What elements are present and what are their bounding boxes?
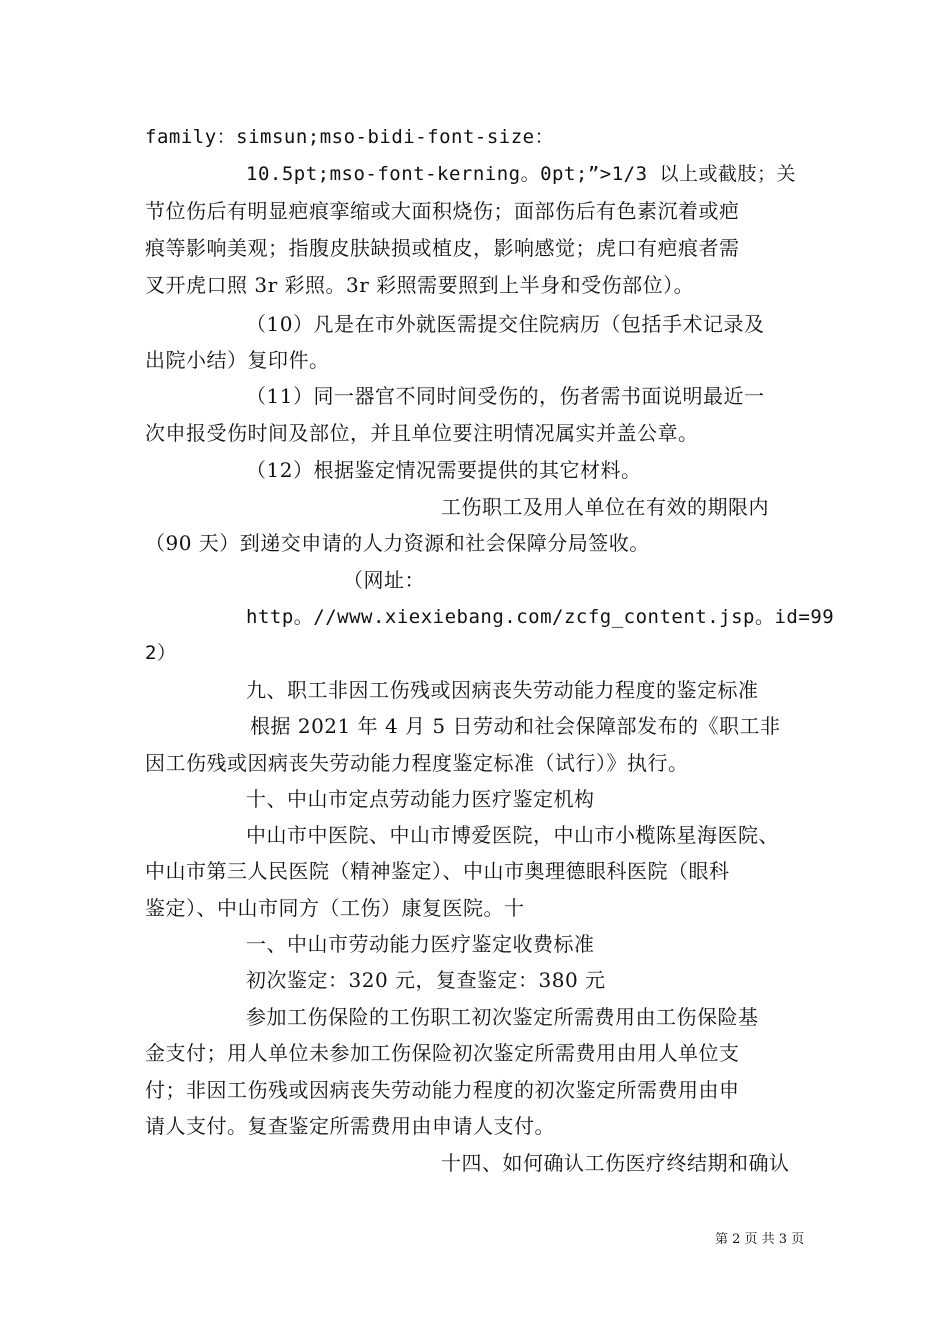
text-line-3: 节位伤后有明显疤痕挛缩或大面积烧伤；面部伤后有色素沉着或疤 xyxy=(145,199,740,223)
text-line-17: 根据 2021 年 4 月 5 日劳动和社会保障部发布的《职工非 xyxy=(250,714,781,738)
text-line-2: 10.5pt;mso-font-kerning。0pt;”>1/3 以上或截肢；关 xyxy=(246,163,796,185)
text-line-6: （10）凡是在市外就医需提交住院病历（包括手术记录及 xyxy=(246,312,765,336)
text-line-15: 2） xyxy=(145,642,177,664)
section-heading-14: 十四、如何确认工伤医疗终结期和确认 xyxy=(441,1151,790,1175)
text-line-26: 金支付；用人单位未参加工伤保险初次鉴定所需费用由用人单位支 xyxy=(145,1041,740,1065)
text-line-12: （90 天）到递交申请的人力资源和社会保障分局签收。 xyxy=(145,531,650,555)
section-heading-10: 十、中山市定点劳动能力医疗鉴定机构 xyxy=(246,787,595,811)
text-line-24: 初次鉴定：320 元，复查鉴定：380 元 xyxy=(246,968,606,992)
text-line-28: 请人支付。复查鉴定所需费用由申请人支付。 xyxy=(145,1114,555,1138)
text-line-8: （11）同一器官不同时间受伤的，伤者需书面说明最近一 xyxy=(246,384,765,408)
text-line-10: （12）根据鉴定情况需要提供的其它材料。 xyxy=(246,458,642,482)
text-line-9: 次申报受伤时间及部位，并且单位要注明情况属实并盖公章。 xyxy=(145,421,699,445)
text-line-1: family：simsun;mso-bidi-font-size： xyxy=(145,126,555,148)
text-line-13: （网址： xyxy=(343,568,425,592)
text-line-20: 中山市中医院、中山市博爱医院，中山市小榄陈星海医院、 xyxy=(246,823,779,847)
page-number-footer: 第 2 页 共 3 页 xyxy=(715,1232,805,1247)
text-line-5: 叉开虎口照 3r 彩照。3r 彩照需要照到上半身和受伤部位）。 xyxy=(145,273,695,297)
section-heading-9: 九、职工非因工伤残或因病丧失劳动能力程度的鉴定标准 xyxy=(246,678,759,702)
text-line-27: 付；非因工伤残或因病丧失劳动能力程度的初次鉴定所需费用由申 xyxy=(145,1078,740,1102)
text-line-18: 因工伤残或因病丧失劳动能力程度鉴定标准（试行）》执行。 xyxy=(145,751,689,775)
text-line-21: 中山市第三人民医院（精神鉴定）、中山市奥理德眼科医院（眼科 xyxy=(145,859,730,883)
url-line: http。//www.xiexiebang.com/zcfg_content.jsp。id=99 xyxy=(246,606,835,628)
text-line-11: 工伤职工及用人单位在有效的期限内 xyxy=(441,495,769,519)
section-heading-11: 一、中山市劳动能力医疗鉴定收费标准 xyxy=(246,932,595,956)
text-line-22: 鉴定）、中山市同方（工伤）康复医院。十 xyxy=(145,896,525,920)
text-line-25: 参加工伤保险的工伤职工初次鉴定所需费用由工伤保险基 xyxy=(246,1005,759,1029)
text-line-7: 出院小结）复印件。 xyxy=(145,348,330,372)
text-line-4: 痕等影响美观；指腹皮肤缺损或植皮，影响感觉；虎口有疤痕者需 xyxy=(145,236,740,260)
